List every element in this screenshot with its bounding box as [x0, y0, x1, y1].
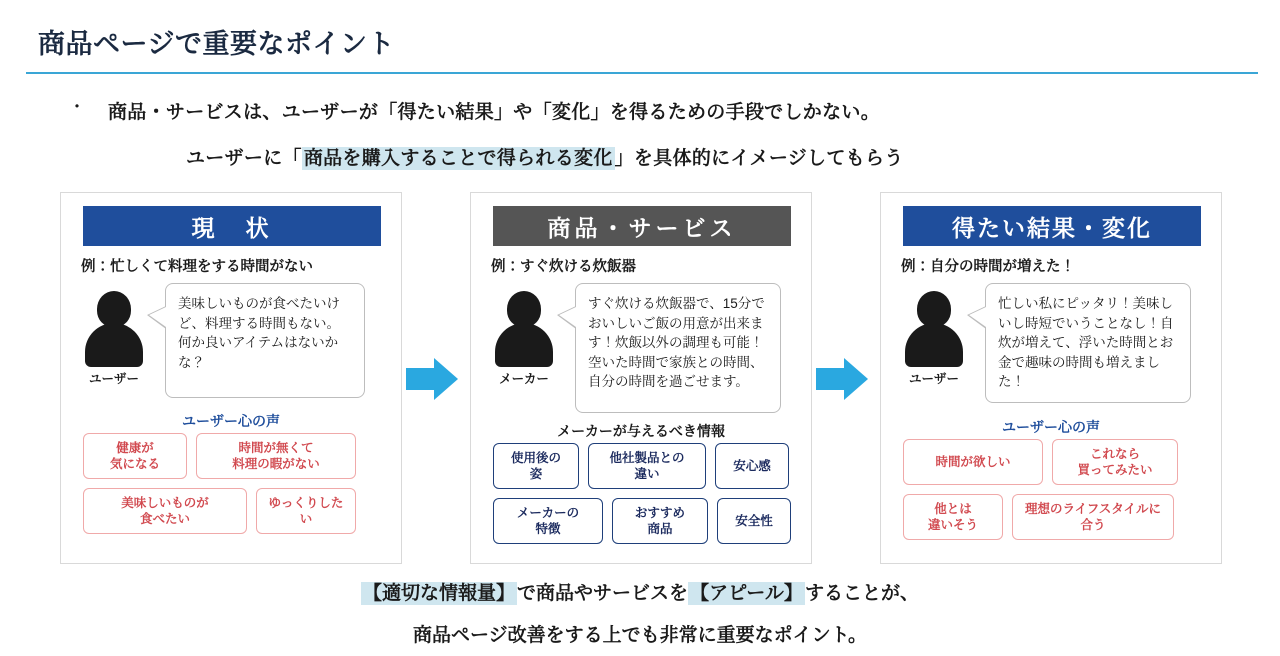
panel-desired-result [880, 192, 1222, 564]
arrow-current-to-product-icon [406, 358, 458, 400]
user-avatar [83, 291, 145, 386]
footer-text-a: で商品やサービスを [517, 583, 689, 604]
avatar-body-icon [905, 323, 963, 367]
chip-want-time[interactable]: 時間が欲しい [903, 439, 1043, 485]
lead-line-2 [186, 143, 904, 170]
footer-highlight-information: 【適切な情報量】 [363, 583, 516, 604]
avatar-head-icon [507, 291, 541, 327]
panel-current-chip-group [83, 433, 383, 534]
lead-line-2-highlight: 商品を購入することで得られる変化 [303, 148, 613, 169]
panel-current-header: 現 状 [83, 206, 381, 246]
arrow-product-to-result-icon [816, 358, 868, 400]
chip-maker-features[interactable]: メーカーの 特徴 [493, 498, 603, 544]
lead-line-2-prefix: ユーザーに「 [186, 148, 302, 169]
footer-text-b: することが、 [804, 583, 919, 604]
chip-want-to-relax[interactable]: ゆっくりしたい [256, 488, 356, 534]
panel-product-speech-bubble [575, 283, 781, 413]
chip-ideal-lifestyle[interactable]: 理想のライフスタイルに 合う [1012, 494, 1174, 540]
panel-result-example: 例：自分の時間が増えた！ [901, 259, 1075, 275]
panel-current-example: 例：忙しくて料理をする時間がない [81, 259, 313, 275]
maker-avatar [493, 291, 555, 386]
panel-result-speech-bubble [985, 283, 1191, 403]
bubble-tail-inner-icon [149, 307, 166, 327]
chip-after-use-image[interactable]: 使用後の 姿 [493, 443, 579, 489]
panel-current-person-label: ユーザー [88, 372, 139, 386]
panel-result-chip-group [903, 439, 1203, 540]
panel-result-person-label: ユーザー [908, 372, 959, 386]
chip-health[interactable]: 健康が 気になる [83, 433, 187, 479]
panel-product-person-label: メーカー [499, 372, 549, 386]
panel-product-chip-group [493, 443, 793, 544]
avatar-body-icon [85, 323, 143, 367]
arrow-head [434, 358, 458, 400]
footer-line-1 [0, 578, 1280, 605]
chip-difference-from-others[interactable]: 他社製品との 違い [588, 443, 706, 489]
chip-reassurance[interactable]: 安心感 [715, 443, 789, 489]
chip-want-delicious[interactable]: 美味しいものが 食べたい [83, 488, 247, 534]
panel-product-header: 商品・サービス [493, 206, 791, 246]
arrow-head [844, 358, 868, 400]
panel-result-header: 得たい結果・変化 [903, 206, 1201, 246]
panel-product-caption: メーカーが与えるべき情報 [557, 423, 725, 439]
avatar-head-icon [97, 291, 131, 327]
panel-current-caption: ユーザー心の声 [182, 413, 280, 429]
chip-seems-different[interactable]: 他とは 違いそう [903, 494, 1003, 540]
user-avatar [903, 291, 965, 386]
panel-result-caption: ユーザー心の声 [1002, 419, 1100, 435]
panel-result-bubble-text: 忙しい私にピッタリ！美味しいし時短でいうことなし！自炊が増えて、浮いた時間とお金で趣味の時間も増えました！ [998, 296, 1174, 390]
chip-no-time-to-cook[interactable]: 時間が無くて 料理の暇がない [196, 433, 356, 479]
bubble-tail-inner-icon [969, 307, 986, 327]
lead-line-1: 商品・サービスは、ユーザーが「得たい結果」や「変化」を得るための手段でしかない。 [108, 102, 881, 123]
chip-would-buy-this[interactable]: これなら 買ってみたい [1052, 439, 1178, 485]
panel-product-example: 例：すぐ炊ける炊飯器 [491, 259, 636, 275]
page-title: 商品ページで重要なポイント [38, 29, 395, 59]
panel-current-state [60, 192, 402, 564]
footer-highlight-appeal: 【アピール】 [690, 583, 803, 604]
panel-current-bubble-text: 美味しいものが食べたいけど、料理する時間もない。何か良いアイテムはないかな？ [178, 296, 340, 370]
bubble-tail-inner-icon [559, 307, 576, 327]
arrow-shaft [406, 368, 436, 390]
title-divider [26, 72, 1258, 74]
lead-bullet-marker: ・ [68, 97, 86, 117]
avatar-body-icon [495, 323, 553, 367]
footer-line-2: 商品ページ改善をする上でも非常に重要なポイント。 [413, 625, 867, 646]
lead-line-2-suffix: 」を具体的にイメージしてもらう [614, 148, 904, 169]
chip-recommended-products[interactable]: おすすめ 商品 [612, 498, 708, 544]
chip-safety[interactable]: 安全性 [717, 498, 791, 544]
panel-current-speech-bubble [165, 283, 365, 398]
panel-product-bubble-text: すぐ炊ける炊飯器で、15分でおいしいご飯の用意が出来ます！炊飯以外の調理も可能！空いた時間で家族との時間、自分の時間を過ごせます。 [588, 296, 765, 390]
panel-product-service [470, 192, 812, 564]
avatar-head-icon [917, 291, 951, 327]
arrow-shaft [816, 368, 846, 390]
